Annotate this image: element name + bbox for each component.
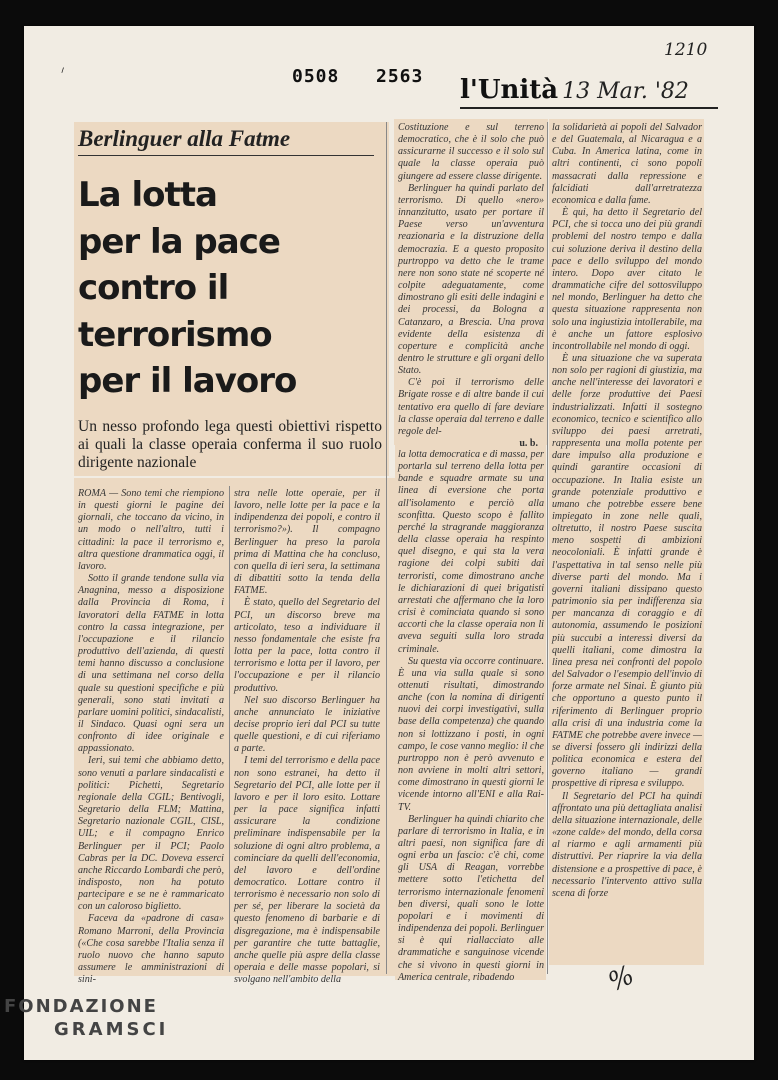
paragraph: Costituzione e sul terreno democratico, che è il solo che può assicurarne il successo e il solo sul quale la classe operaia può giungere ad essere classe dirigente. xyxy=(398,122,544,182)
headline-line: per il lavoro xyxy=(78,361,297,401)
column-rule xyxy=(229,486,230,972)
newspaper-name: l'Unità xyxy=(460,75,559,105)
article-column-2 xyxy=(234,488,380,986)
paragraph: È qui, ha detto il Segretario del PCI, che si tocca uno dei più grandi problemi del nostro tempo e dalla cui soluzione deriva il destino della pace e dello sviluppo del mondo intero. Dopo aver citato le drammatiche cifre del sottosviluppo nel mondo, Berlinguer ha detto che questa situazione rappresenta non solo una ingiustizia intollerabile, ma è anche un fattore esplosivo incontrollabile nel mondo di oggi. xyxy=(552,207,702,352)
paragraph: ROMA — Sono temi che riempiono in questi giorni le pagine dei giornali, che toccano da vicino, in un modo o nell'altro, tutti i cittadini: la pace il terrorismo e, altra questione drammatica oggi, il lavoro. xyxy=(78,488,224,572)
paragraph: Ieri, sui temi che abbiamo detto, sono venuti a parlare sindacalisti e politici: Pichetti, Segretario regionale della CGIL; Bentivogli, Segretario della FLM; Mattina, Segretario nazionale CGIL, CISL, UIL; e il compagno Enrico Berlinguer per il PCI; Paolo Cabras per la DC. Doveva esserci anche Riccardo Lombardi che però, indisposto, non ha potuto partecipare e se ne è rammaricato con un caloroso biglietto. xyxy=(78,755,224,913)
archive-watermark xyxy=(4,996,168,1040)
newspaper-masthead xyxy=(460,75,718,109)
paragraph: I temi del terrorismo e della pace non sono estranei, ha detto il Segretario del PCI, alle lotte per il lavoro e per il loro esito. Lottare per la pace significa infatti assicurare la condizione preliminare indispensabile per la soluzione di ogni altro problema, a cominciare da quelli dell'economia, del lavoro e dell'ordine democratico. Lottare contro il terrorismo è necessario non solo di per sé, per liberare la società da questo fenomeno di barbarie e di disgregazione, ma è indispensabile per garantire che tutte battaglie, anche quelle più aspre della classe operaia e delle masse popolari, si svolgano nell'ambito della xyxy=(234,755,380,986)
author-signature: u. b. xyxy=(519,438,538,450)
headline-line: terrorismo xyxy=(78,314,272,355)
paragraph: Nel suo discorso Berlinguer ha anche annunciato le iniziative decise proprio ieri dal PCI su tutte quelle questioni, e di cui riferiamo a parte. xyxy=(234,694,380,755)
paragraph: C'è poi il terrorismo delle Brigate rosse e di altre bande il cui tentativo era quello di fare deviare la classe operaia dal terreno e dalle regole del- xyxy=(398,377,544,437)
column-rule xyxy=(386,122,387,974)
article-subheadline: Un nesso profondo lega questi obiettivi rispetto ai quali la classe operaia conferma il suo ruolo dirigente nazionale xyxy=(78,418,382,471)
document-sheet xyxy=(24,26,754,1060)
archive-stamp-right: 2563 xyxy=(376,66,424,87)
watermark-line-1: FONDAZIONE xyxy=(4,996,158,1017)
paragraph: Faceva da «padrone di casa» Romano Marroni, della Provincia («Che cosa sarebbe l'Italia senza il ruolo nuovo che hanno saputo assumere le amministrazioni di sini- xyxy=(78,913,224,986)
article-column-3-top xyxy=(398,122,544,450)
paragraph: Sotto il grande tendone sulla via Anagnina, messo a disposizione dalla Provincia di Roma, i lavoratori della FATME in lotta contro la cassa integrazione, per l'occupazione e il rilancio produttivo dell'azienda, di questi temi hanno discusso a conclusione di una settimana nel corso della quale su questioni specifiche e più generali, sono stati invitati a parlare uomini politici, sindacalisti, il Sindaco. Quasi ogni sera un confronto di idee originale e appassionato. xyxy=(78,573,224,755)
headline-line: contro il xyxy=(78,268,229,308)
article-column-3-bottom xyxy=(398,449,544,984)
archive-number: 1210 xyxy=(664,40,708,60)
paragraph: Su questa via occorre continuare. È una via sulla quale si sono ottenuti risultati, dimostrando anche (con la nomina di dirigenti nuovi dei corpi investigativi, sulla base della competenza) che quando non si lottizzano i posti, in ogni campo, le cose vanno meglio: il che purtroppo non è però avvenuto e non avviene in molti altri settori, come dimostrano in questi giorni le vicende intorno all'ENI e alla Rai-TV. xyxy=(398,655,544,813)
paragraph: È una situazione che va superata non solo per ragioni di giustizia, ma anche nell'interesse dei lavoratori e delle forze produttive dei Paesi industrializzati. Infatti il sostegno economico, tecnico e scientifico allo sviluppo dei paesi arretrati, rappresenta una molla potente per dare impulso alla produzione e quindi garantire occasioni di occupazione. In Italia esiste un grande potenziale produttivo e umano che potrebbe essere bene impiegato in zone nelle quali, oltretutto, il nostro Paese suscita meno sospetti di ambizioni neocoloniali. È infatti grande è l'aspettativa in tal senso nelle più diverse parti del mondo. Ma i governi italiani dissipano questo patrimonio sia per indifferenza sia per mancanza di coraggio e di autonomia, assumendo le posizioni più succubi a interessi diversi da quelli italiani, come dimostra la linea presa nei confronti del popolo del Salvador o l'esempio dell'invio di forze armate nel Sinai. È giunto più che opportuno a questo punto il riferimento di Berlinguer proprio alla crisi di una industria come la FATME che potrebbe avere invece — se diversi fossero gli indirizzi della politica economica e estera del governo italiano — grandi prospettive di ripresa e sviluppo. xyxy=(552,352,702,790)
paragraph: la lotta democratica e di massa, per portarla sul terreno della lotta per bande e squadre armate su una linea di eversione che porta all'isolamento e perciò alla sconfitta. Questo scopo è fallito perché la stragrande maggioranza della classe operaia ha respinto quel disegno, e qui sta la vera ragione dei colpi subiti dai terroristi, come dimostrano anche le dichiarazioni di quei brigatisti arrestati che affermano che la loro crisi è cominciata quando si sono accorti che la classe operaia non li aveva seguiti sulla loro strada criminale. xyxy=(398,449,544,655)
handwritten-continuation-mark: % xyxy=(603,960,639,998)
archive-stamp-left: 0508 xyxy=(292,66,340,87)
paragraph: la solidarietà ai popoli del Salvador e del Guatemala, al Nicaragua e a Cuba. In America latina, come in altri continenti, ci sono popoli massacrati dalla repressione e falcidiati dall'arretratezza economica e dalla fame. xyxy=(552,122,702,206)
pen-tick: ᐟ xyxy=(56,65,69,81)
headline-line: per la pace xyxy=(78,221,280,262)
paragraph: Il Segretario del PCI ha quindi affrontato una più dettagliata analisi della situazione internazionale, delle «zone calde» del mondo, della corsa al riarmo e agli armamenti più distruttivi. Per riaprire la via della distensione e a prospettive di pace, è necessario l'intervento attivo sulla scena di forze xyxy=(552,790,702,899)
headline-line: La lotta xyxy=(78,175,217,215)
paragraph: Berlinguer ha quindi parlato del terrorismo. Di quello «nero» innanzitutto, usato per portare il Paese verso un'avventura reazionaria e la distruzione della democrazia. E a questo proposito purtroppo va detto che le trame nere non sono state né scoperte né colpite adeguatamente, come dimostrano gli esiti delle indagini e dei processi, da Bologna a Catanzaro, a Brescia. Una prova evidente della esistenza di coperture e complicità anche dentro le strutture e gli organi dello Stato. xyxy=(398,182,544,377)
article-kicker: Berlinguer alla Fatme xyxy=(78,126,374,156)
paragraph: stra nelle lotte operaie, per il lavoro, nelle lotte per la pace e la indipendenza dei popoli, e contro il terrorismo?»). Il compagno Berlinguer ha preso la parola prima di Mattina che ha concluso, con quella di ieri sera, la settimana di dibattiti sotto la tenda della FATME. xyxy=(234,488,380,597)
watermark-line-2: GRAMSCI xyxy=(54,1019,169,1040)
article-headline xyxy=(78,172,398,405)
publication-date: 13 Mar. '82 xyxy=(562,79,689,104)
paragraph: Berlinguer ha quindi chiarito che parlare di terrorismo in Italia, e in altri paesi, non significa fare di ogni erba un fascio: c'è chi, come gli USA di Reagan, vorrebbe mettere sotto l'etichetta del terrorismo internazionale fenomeni ben diversi, quali sono le lotte popolari e i movimenti di indipendenza dei popoli. Berlinguer si è qui riallacciato alle drammatiche e sanguinose vicende che si vivono in questi giorni in America centrale, ribadendo xyxy=(398,813,544,983)
paragraph: È stato, quello del Segretario del PCI, un discorso breve ma articolato, teso a individuare il nesso fondamentale che esiste fra lotta per la pace, lotta contro il terrorismo e lotta per il lavoro, per l'occupazione e per il rilancio produttivo. xyxy=(234,597,380,694)
article-column-4 xyxy=(552,122,702,900)
article-column-1 xyxy=(78,488,224,986)
column-rule xyxy=(547,122,548,974)
